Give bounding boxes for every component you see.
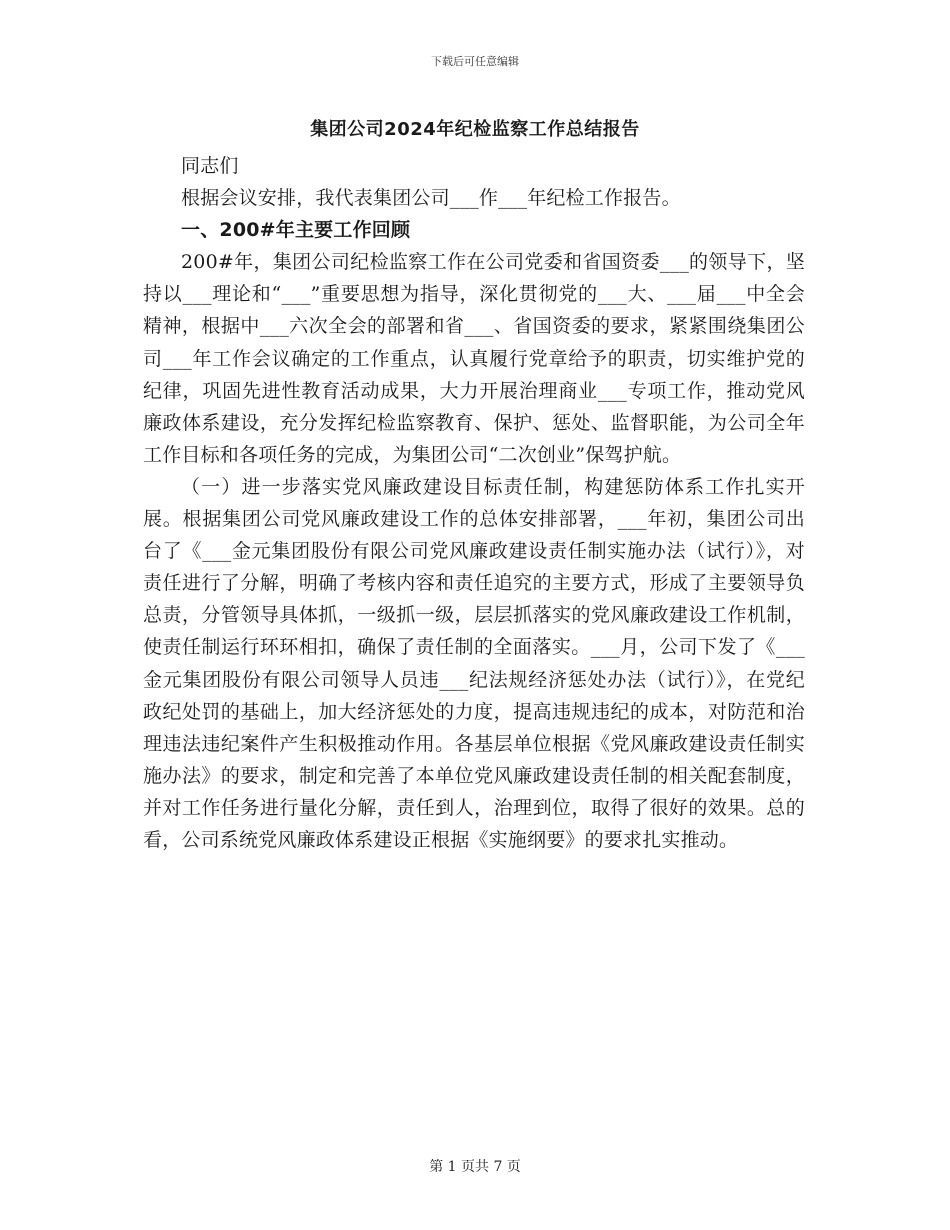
body-paragraph: （一）进一步落实党风廉政建设目标责任制，构建惩防体系工作扎实开展。根据集团公司党风廉政建设工作的总体安排部署，___年初，集团公司出台了《___金元集团股份有限公司党风廉政建设责任制实施办法（试行）》，对责任进行了分解，明确了考核内容和责任追究的主要方式，形成了主要领导负总责，分管领导具体抓，一级抓一级，层层抓落实的党风廉政建设工作机制，使责任制运行环环相扣，确保了责任制的全面落实。___月，公司下发了《___金元集团股份有限公司领导人员违___纪法规经济惩处办法（试行）》，在党纪政纪处罚的基础上，加大经济惩处的力度，提高违规违纪的成本，对防范和治理违法违纪案件产生积极推动作用。各基层单位根据《党风廉政建设责任制实施办法》的要求，制定和完善了本单位党风廉政建设责任制的相关配套制度，并对工作任务进行量化分解，责任到人，治理到位，取得了很好的效果。总的看，公司系统党风廉政体系建设正根据《实施纲要》的要求扎实推动。 <box>143 475 805 851</box>
body-paragraph: 200#年，集团公司纪检监察工作在公司党委和省国资委___的领导下，坚持以___理论和“___”重要思想为指导，深化贯彻党的___大、___届___中全会精神，根据中___六次全会的部署和省___、省国资委的要求，紧紧围绕集团公司___年工作会议确定的工作重点，认真履行党章给予的职责，切实维护党的纪律，巩固先进性教育活动成果，大力开展治理商业___专项工作，推动党风廉政体系建设，充分发挥纪检监察教育、保护、惩处、监督职能，为公司全年工作目标和各项任务的完成，为集团公司“二次创业”保驾护航。 <box>143 251 805 466</box>
document-title: 集团公司2024年纪检监察工作总结报告 <box>310 119 640 140</box>
page-header-note: 下载后可任意编辑 <box>431 55 519 68</box>
intro-paragraph: 根据会议安排，我代表集团公司___作___年纪检工作报告。 <box>181 187 681 210</box>
section-heading: 一、200#年主要工作回顾 <box>181 219 411 242</box>
page-footer: 第 1 页共 7 页 <box>429 1159 521 1175</box>
document-body <box>143 150 805 856</box>
salutation-paragraph: 同志们 <box>181 155 239 177</box>
